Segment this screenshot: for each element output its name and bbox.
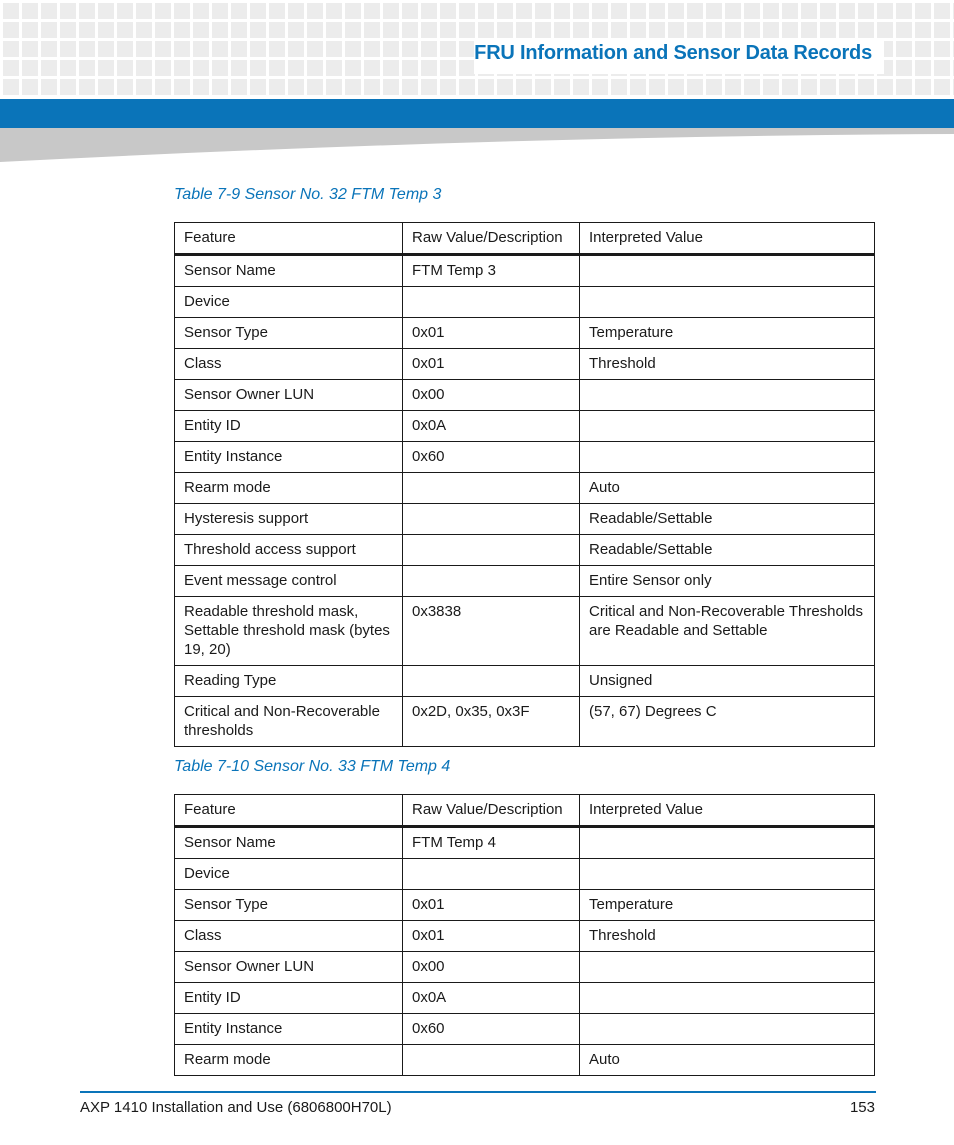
interpreted-value-cell (580, 983, 875, 1014)
feature-cell: Class (175, 349, 403, 380)
feature-cell: Threshold access support (175, 535, 403, 566)
raw-value-cell: 0x0A (403, 411, 580, 442)
raw-value-cell: FTM Temp 3 (403, 255, 580, 287)
table-row (175, 921, 875, 952)
feature-cell: Sensor Owner LUN (175, 380, 403, 411)
interpreted-value-cell: Auto (580, 1045, 875, 1076)
interpreted-value-cell: Entire Sensor only (580, 566, 875, 597)
raw-value-cell: FTM Temp 4 (403, 827, 580, 859)
feature-cell: Entity Instance (175, 1014, 403, 1045)
raw-value-cell: 0x01 (403, 349, 580, 380)
table-row (175, 535, 875, 566)
interpreted-value-cell: Readable/Settable (580, 504, 875, 535)
table-caption: Table 7-10 Sensor No. 33 FTM Temp 4 (174, 758, 451, 775)
page-title: FRU Information and Sensor Data Records (474, 42, 872, 64)
interpreted-value-cell: Threshold (580, 921, 875, 952)
raw-value-cell (403, 535, 580, 566)
interpreted-value-cell: Temperature (580, 318, 875, 349)
raw-value-cell (403, 473, 580, 504)
interpreted-value-cell: Temperature (580, 890, 875, 921)
feature-cell: Entity ID (175, 983, 403, 1014)
raw-value-cell: 0x01 (403, 318, 580, 349)
raw-value-cell: 0x00 (403, 380, 580, 411)
footer-rule (80, 1091, 876, 1093)
feature-cell: Readable threshold mask, Settable threshold mask (bytes 19, 20) (175, 597, 403, 666)
feature-cell: Rearm mode (175, 473, 403, 504)
interpreted-value-cell (580, 255, 875, 287)
interpreted-value-cell (580, 411, 875, 442)
header-blue-band (0, 99, 954, 128)
footer-document-title: AXP 1410 Installation and Use (6806800H70L) (80, 1099, 392, 1116)
feature-cell: Event message control (175, 566, 403, 597)
table-row (175, 890, 875, 921)
raw-value-cell (403, 566, 580, 597)
raw-value-cell: 0x01 (403, 890, 580, 921)
table-header-row (175, 795, 875, 827)
feature-cell: Reading Type (175, 666, 403, 697)
table-row (175, 255, 875, 287)
feature-cell: Sensor Type (175, 890, 403, 921)
table-row (175, 566, 875, 597)
table-row (175, 287, 875, 318)
feature-cell: Device (175, 287, 403, 318)
feature-cell: Sensor Owner LUN (175, 952, 403, 983)
table-row (175, 597, 875, 666)
table-row (175, 666, 875, 697)
raw-value-cell (403, 1045, 580, 1076)
feature-cell: Entity Instance (175, 442, 403, 473)
raw-value-cell (403, 859, 580, 890)
feature-cell: Device (175, 859, 403, 890)
raw-value-cell (403, 504, 580, 535)
interpreted-value-cell (580, 952, 875, 983)
raw-value-cell: 0x60 (403, 442, 580, 473)
table-row (175, 442, 875, 473)
table-row (175, 827, 875, 859)
interpreted-value-cell (580, 442, 875, 473)
feature-cell: Sensor Type (175, 318, 403, 349)
raw-value-cell: 0x0A (403, 983, 580, 1014)
feature-cell: Entity ID (175, 411, 403, 442)
sensor-table-ftm-temp-3 (174, 222, 875, 747)
table-row (175, 473, 875, 504)
table-row (175, 504, 875, 535)
interpreted-value-cell: Readable/Settable (580, 535, 875, 566)
column-header: Feature (175, 795, 403, 827)
feature-cell: Sensor Name (175, 255, 403, 287)
interpreted-value-cell: Critical and Non-Recoverable Thresholds are Readable and Settable (580, 597, 875, 666)
feature-cell: Class (175, 921, 403, 952)
raw-value-cell: 0x2D, 0x35, 0x3F (403, 697, 580, 747)
column-header: Interpreted Value (580, 223, 875, 255)
interpreted-value-cell (580, 859, 875, 890)
table-row (175, 380, 875, 411)
raw-value-cell: 0x3838 (403, 597, 580, 666)
table-row (175, 983, 875, 1014)
page-number: 153 (849, 1099, 875, 1116)
table-row (175, 859, 875, 890)
interpreted-value-cell (580, 287, 875, 318)
raw-value-cell (403, 666, 580, 697)
interpreted-value-cell: Auto (580, 473, 875, 504)
feature-cell: Rearm mode (175, 1045, 403, 1076)
table-row (175, 1014, 875, 1045)
table-caption: Table 7-9 Sensor No. 32 FTM Temp 3 (174, 186, 442, 203)
table-row (175, 1045, 875, 1076)
raw-value-cell: 0x00 (403, 952, 580, 983)
feature-cell: Critical and Non-Recoverable thresholds (175, 697, 403, 747)
raw-value-cell (403, 287, 580, 318)
column-header: Raw Value/Description (403, 223, 580, 255)
table-row (175, 349, 875, 380)
sensor-table-ftm-temp-4 (174, 794, 875, 1076)
table-row (175, 697, 875, 747)
raw-value-cell: 0x01 (403, 921, 580, 952)
table-row (175, 318, 875, 349)
feature-cell: Hysteresis support (175, 504, 403, 535)
column-header: Raw Value/Description (403, 795, 580, 827)
interpreted-value-cell (580, 380, 875, 411)
feature-cell: Sensor Name (175, 827, 403, 859)
interpreted-value-cell (580, 827, 875, 859)
raw-value-cell: 0x60 (403, 1014, 580, 1045)
interpreted-value-cell: (57, 67) Degrees C (580, 697, 875, 747)
interpreted-value-cell (580, 1014, 875, 1045)
interpreted-value-cell: Unsigned (580, 666, 875, 697)
header-gray-swoosh (0, 128, 954, 164)
table-row (175, 411, 875, 442)
column-header: Feature (175, 223, 403, 255)
interpreted-value-cell: Threshold (580, 349, 875, 380)
table-row (175, 952, 875, 983)
column-header: Interpreted Value (580, 795, 875, 827)
table-header-row (175, 223, 875, 255)
